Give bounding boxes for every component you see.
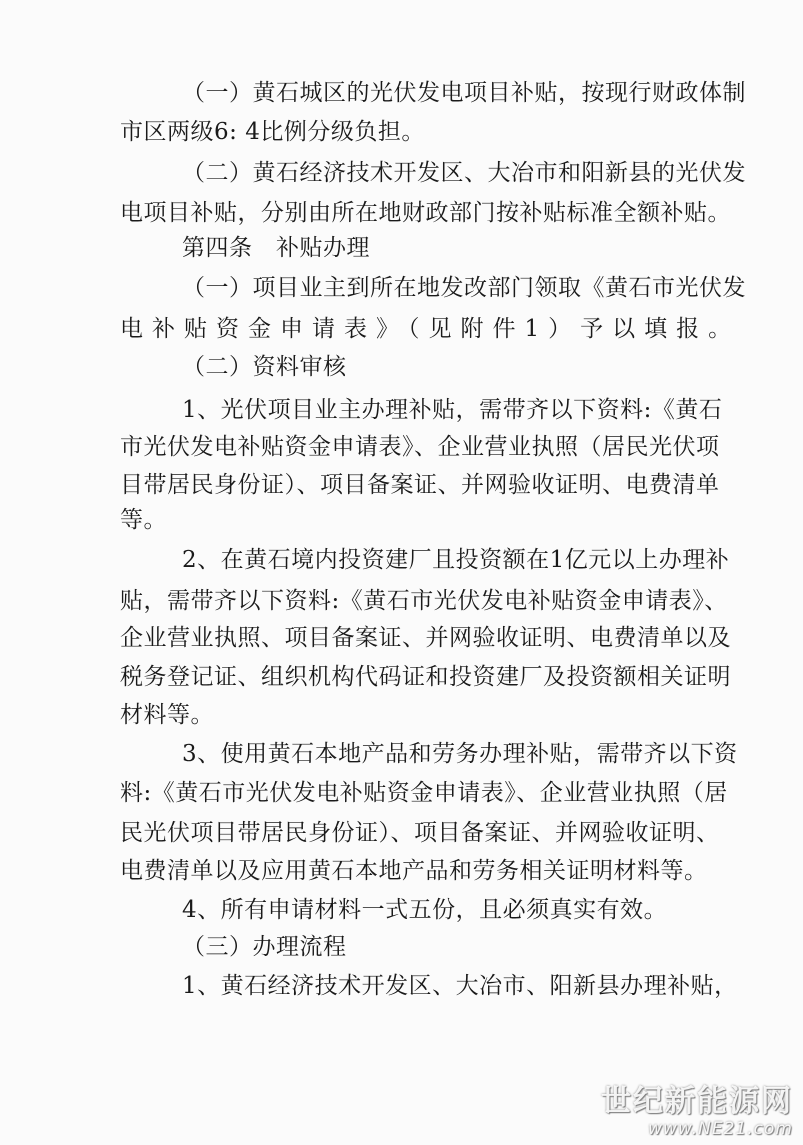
text-line: 2、在黄石境内投资建厂且投资额在1亿元以上办理补 xyxy=(182,547,730,573)
text-line: 税务登记证、组织机构代码证和投资建厂及投资额相关证明 xyxy=(120,664,731,690)
section-heading: 第四条 补贴办理 xyxy=(182,235,370,261)
text-line: 贴，需带齐以下资料:《黄石市光伏发电补贴资金申请表》、 xyxy=(120,588,728,614)
text-line: 料:《黄石市光伏发电补贴资金申请表》、企业营业执照（居 xyxy=(120,780,728,806)
text-line: 市光伏发电补贴资金申请表》、企业营业执照（居民光伏项 xyxy=(120,434,720,460)
text-line: 企业营业执照、项目备案证、并网验收证明、电费清单以及 xyxy=(120,625,731,651)
watermark-title: 世纪新能源网 xyxy=(601,1084,793,1119)
text-line: 等。 xyxy=(120,507,167,533)
text-line: 4、所有申请材料一式五份，且必须真实有效。 xyxy=(182,897,668,923)
text-line: （一）黄石城区的光伏发电项目补贴，按现行财政体制 xyxy=(182,80,746,106)
text-line: 3、使用黄石本地产品和劳务办理补贴，需带齐以下资 xyxy=(182,741,738,767)
watermark-url: www.NE21.com xyxy=(648,1119,793,1139)
text-line: 材料等。 xyxy=(120,702,214,728)
subsection-heading: （二）资料审核 xyxy=(182,354,347,380)
text-line: 民光伏项目带居民身份证）、项目备案证、并网验收证明、 xyxy=(120,820,720,846)
text-line: （二）黄石经济技术开发区、大冶市和阳新县的光伏发 xyxy=(182,160,746,186)
text-line: 电项目补贴，分别由所在地财政部门按补贴标准全额补贴。 xyxy=(120,200,731,226)
text-line: 目带居民身份证）、项目备案证、并网验收证明、电费清单 xyxy=(120,472,720,498)
text-line: 电费清单以及应用黄石本地产品和劳务相关证明材料等。 xyxy=(120,858,708,884)
text-line: 1、黄石经济技术开发区、大冶市、阳新县办理补贴， xyxy=(182,973,738,999)
text-line: 1、光伏项目业主办理补贴，需带齐以下资料:《黄石 xyxy=(182,397,723,423)
text-line: （一）项目业主到所在地发改部门领取《黄石市光伏发 xyxy=(182,275,746,301)
subsection-heading: （三）办理流程 xyxy=(182,934,347,960)
watermark xyxy=(601,1085,793,1139)
text-line: 电补贴资金申请表》（见附件1）予以填报。 xyxy=(120,316,741,342)
text-line: 市区两级6: 4比例分级负担。 xyxy=(120,119,425,145)
